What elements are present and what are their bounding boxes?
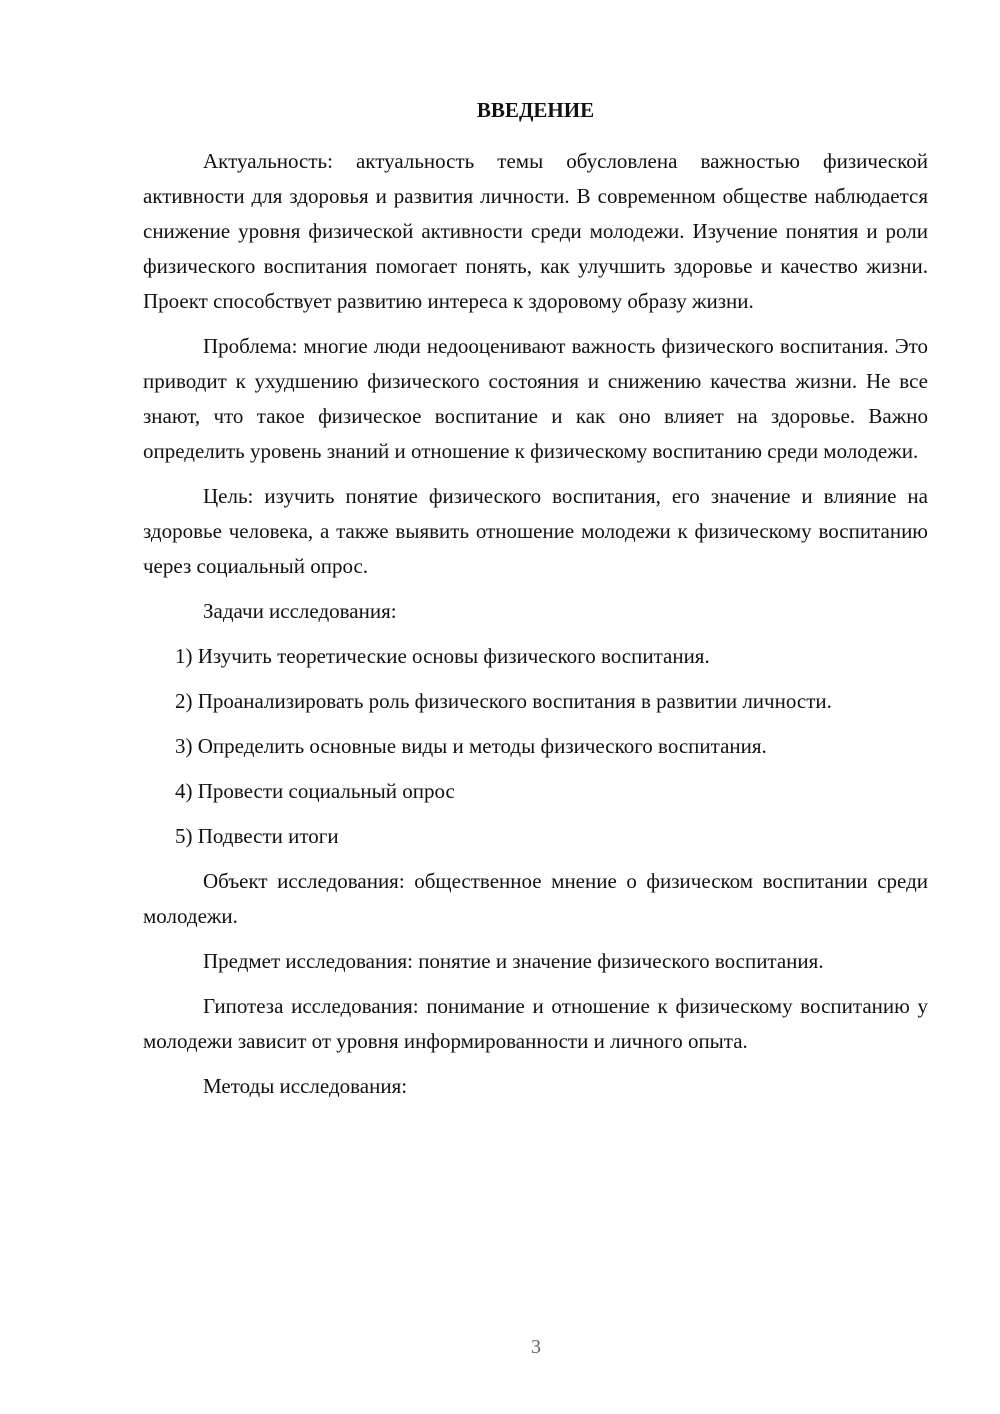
object-paragraph: Объект исследования: общественное мнение о физическом воспитании среди молодежи.	[143, 869, 928, 928]
document-body	[143, 144, 928, 1114]
subject-paragraph: Предмет исследования: понятие и значение физического воспитания.	[203, 949, 824, 973]
list-item: 4) Провести социальный опрос	[175, 779, 455, 803]
page-title: ВВЕДЕНИЕ	[476, 98, 595, 122]
page-number: 3	[531, 1336, 541, 1358]
list-item: 1) Изучить теоретические основы физического воспитания.	[175, 644, 710, 668]
list-item: 2) Проанализировать роль физического воспитания в развитии личности.	[175, 689, 832, 713]
list-item: 5) Подвести итоги	[175, 824, 339, 848]
problem-paragraph: Проблема: многие люди недооценивают важность физического воспитания. Это приводит к ухудшению физического состояния и снижению качества жизни. Не все знают, что такое физическое воспитание и как оно влияет на здоровье. Важно определить уровень знаний и отношение к физическому воспитанию среди молодежи.	[143, 334, 928, 463]
relevance-paragraph: Актуальность: актуальность темы обусловлена важностью физической активности для здоровья и развития личности. В современном обществе наблюдается снижение уровня физической активности среди молодежи. Изучение понятия и роли физического воспитания помогает понять, как улучшить здоровье и качество жизни. Проект способствует развитию интереса к здоровому образу жизни.	[143, 149, 928, 313]
methods-heading: Методы исследования:	[203, 1074, 408, 1098]
tasks-heading: Задачи исследования:	[203, 599, 397, 623]
goal-paragraph: Цель: изучить понятие физического воспитания, его значение и влияние на здоровье человека, а также выявить отношение молодежи к физическому воспитанию через социальный опрос.	[143, 484, 928, 578]
list-item: 3) Определить основные виды и методы физического воспитания.	[175, 734, 767, 758]
hypothesis-paragraph: Гипотеза исследования: понимание и отношение к физическому воспитанию у молодежи зависит от уровня информированности и личного опыта.	[143, 994, 928, 1053]
